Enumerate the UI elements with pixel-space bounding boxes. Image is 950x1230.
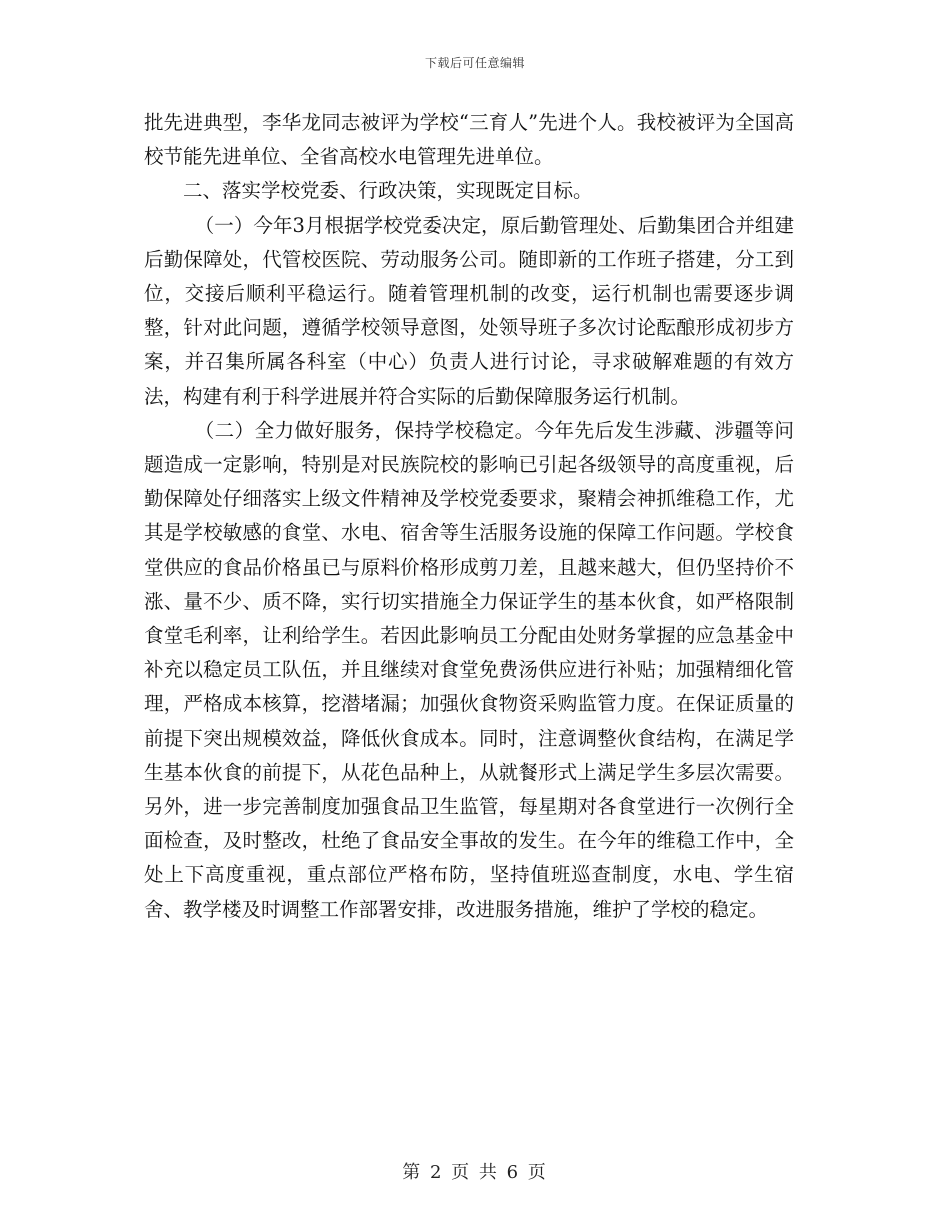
page-number: 第 2 页 共 6 页: [402, 1162, 548, 1183]
section-heading: 二、落实学校党委、行政决策，实现既定目标。: [183, 179, 593, 203]
document-body: [144, 106, 794, 927]
paragraph-continuation: 批先进典型，李华龙同志被评为学校“三育人”先进个人。我校被评为全国高校节能先进单位、全省高校水电管理先进单位。: [144, 111, 794, 169]
paragraph-item-2: （二）全力做好服务，保持学校稳定。今年先后发生涉藏、涉疆等问题造成一定影响，特别是对民族院校的影响已引起各级领导的高度重视，后勤保障处仔细落实上级文件精神及学校党委要求，聚精会神抓维稳工作，尤其是学校敏感的食堂、水电、宿舍等生活服务设施的保障工作问题。学校食堂供应的食品价格虽已与原料价格形成剪刀差，且越来越大，但仍坚持价不涨、量不少、质不降，实行切实措施全力保证学生的基本伙食，如严格限制食堂毛利率，让利给学生。若因此影响员工分配由处财务掌握的应急基金中补充以稳定员工队伍，并且继续对食堂免费汤供应进行补贴；加强精细化管理，严格成本核算，挖潜堵漏；加强伙食物资采购监管力度。在保证质量的前提下突出规模效益，降低伙食成本。同时，注意调整伙食结构，在满足学生基本伙食的前提下，从花色品种上，从就餐形式上满足学生多层次需要。另外，进一步完善制度加强食品卫生监管，每星期对各食堂进行一次例行全面检查，及时整改，杜绝了食品安全事故的发生。在今年的维稳工作中，全处上下高度重视，重点部位严格布防，坚持值班巡查制度，水电、学生宿舍、教学楼及时调整工作部署安排，改进服务措施，维护了学校的稳定。: [144, 418, 794, 921]
page-header: 下载后可任意编辑: [424, 56, 525, 70]
paragraph-item-1: （一）今年3月根据学校党委决定，原后勤管理处、后勤集团合并组建后勤保障处，代管校医院、劳动服务公司。随即新的工作班子搭建，分工到位，交接后顺利平稳运行。随着管理机制的改变，运行机制也需要逐步调整，针对此问题，遵循学校领导意图，处领导班子多次讨论酝酿形成初步方案，并召集所属各科室（中心）负责人进行讨论，寻求破解难题的有效方法，构建有利于科学进展并符合实际的后勤保障服务运行机制。: [144, 213, 794, 408]
